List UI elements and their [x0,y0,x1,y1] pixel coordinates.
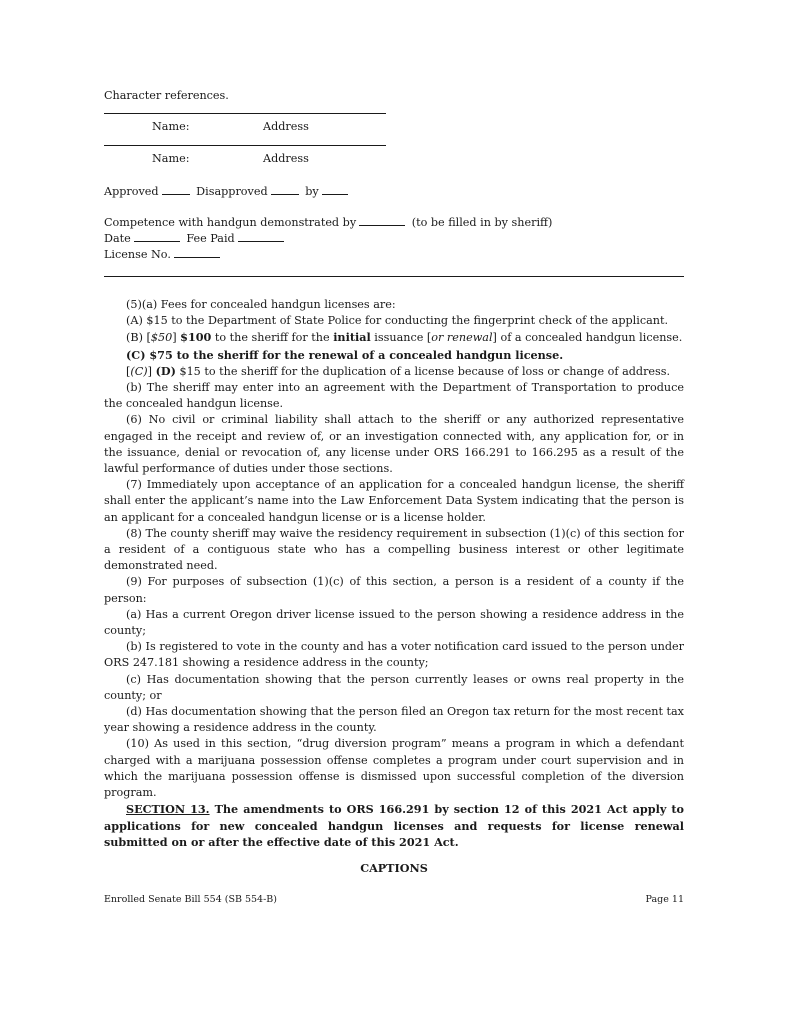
license-no-label: License No. [104,248,171,262]
date-blank [134,231,180,242]
paragraph-5a-D: [(C)] (D) $15 to the sheriff for the duplication of a license because of loss or change of address. [126,363,671,378]
deleted-text: (C) [130,364,148,378]
captions-heading: CAPTIONS [360,861,428,875]
paragraph-5b: (b) The sheriff may enter into an agreement with the Department of Transportation to produce the concealed handgun license. [104,381,684,411]
fee-paid-blank [238,231,284,242]
paragraph-5a-B: (B) [$50] $100 to the sheriff for the initial issuance [or renewal] of a concealed handgun license. [126,330,683,345]
new-text: (D) [155,363,176,378]
new-text: initial [333,330,371,345]
name-label: Name: [152,120,190,133]
reference-line [104,113,386,114]
paragraph-7: (7) Immediately upon acceptance of an application for a concealed handgun license, the sheriff shall enter the applicant’s name into the Law Enforcement Data System indicating that the person is an applicant for a concealed handgun license or is a license holder. [104,478,684,524]
bill-text [104,297,684,850]
date-label: Date [104,232,131,246]
competence-label: Competence with handgun demonstrated by [104,216,357,229]
paragraph-9b: (b) Is registered to vote in the county and has a voter notification card issued to the person under ORS 247.181 showing a residence address in the county; [104,640,684,670]
approval-line [104,184,351,200]
sheriff-fields [104,215,552,264]
section-13 [104,801,684,850]
name-label: Name: [152,152,190,165]
paragraph-9a: (a) Has a current Oregon driver license issued to the person showing a residence address in the county; [104,607,684,638]
by-label: by [305,185,319,198]
section-13-label: SECTION 13. [126,802,210,817]
reference-line [104,145,386,146]
section-divider [104,276,684,277]
page-number: Page 11 [645,894,684,905]
competence-note: (to be filled in by sheriff) [411,216,553,229]
by-blank [322,184,348,195]
reference-row-1 [104,113,386,133]
page-footer [104,894,684,905]
competence-line [104,215,552,231]
new-text: $100 [180,330,212,345]
approved-blank [162,184,190,195]
character-references-heading: Character references. [104,89,229,102]
paragraph-5a: (5)(a) Fees for concealed handgun licenses are: [126,298,396,311]
deleted-text: $50 [150,331,173,345]
section-13-text: The amendments to ORS 166.291 by section 12 of this 2021 Act apply to applications for new concealed handgun licenses and requests for license renewal submitted on or after the effective date of this 2021 Act. [104,802,684,849]
paragraph-9c: (c) Has documentation showing that the person currently leases or owns real property in the county; or [104,672,684,702]
reference-row-2 [104,145,386,165]
approved-label: Approved [104,185,159,198]
paragraph-5a-C: (C) $75 to the sheriff for the renewal of a concealed handgun license. [126,347,564,362]
paragraph-10: (10) As used in this section, “drug diversion program” means a program in which a defendant charged with a marijuana possession offense completes a program under court supervision and in which the marijuana possession offense is dismissed upon successful completion of the diversion program. [104,737,684,800]
address-label: Address [263,120,309,133]
competence-blank [359,215,405,226]
fee-paid-label: Fee Paid [186,232,235,246]
paragraph-9d: (d) Has documentation showing that the person filed an Oregon tax return for the most recent tax year showing a residence address in the county. [104,705,684,735]
paragraph-9: (9) For purposes of subsection (1)(c) of this section, a person is a resident of a county if the person: [104,575,684,605]
disapproved-label: Disapproved [196,185,268,198]
paragraph-8: (8) The county sheriff may waive the residency requirement in subsection (1)(c) of this section for a resident of a contiguous state who has a compelling business interest or other legitimate demonstrated need. [104,526,684,573]
disapproved-blank [271,184,299,195]
bill-identifier: Enrolled Senate Bill 554 (SB 554-B) [104,894,277,905]
paragraph-6: (6) No civil or criminal liability shall attach to the sheriff or any authorized representative engaged in the receipt and review of, or an investigation connected with, any application for, or in the issuance, denial or revocation of, any license under ORS 166.291 to 166.295 as a result of the lawful performance of duties under those sections. [104,413,684,476]
date-fee-line [104,231,552,247]
deleted-text: or renewal [431,331,493,345]
address-label: Address [263,152,309,165]
license-no-blank [174,247,220,258]
paragraph-5a-A: (A) $15 to the Department of State Police for conducting the fingerprint check of the applicant. [126,314,669,328]
license-no-line [104,247,552,263]
